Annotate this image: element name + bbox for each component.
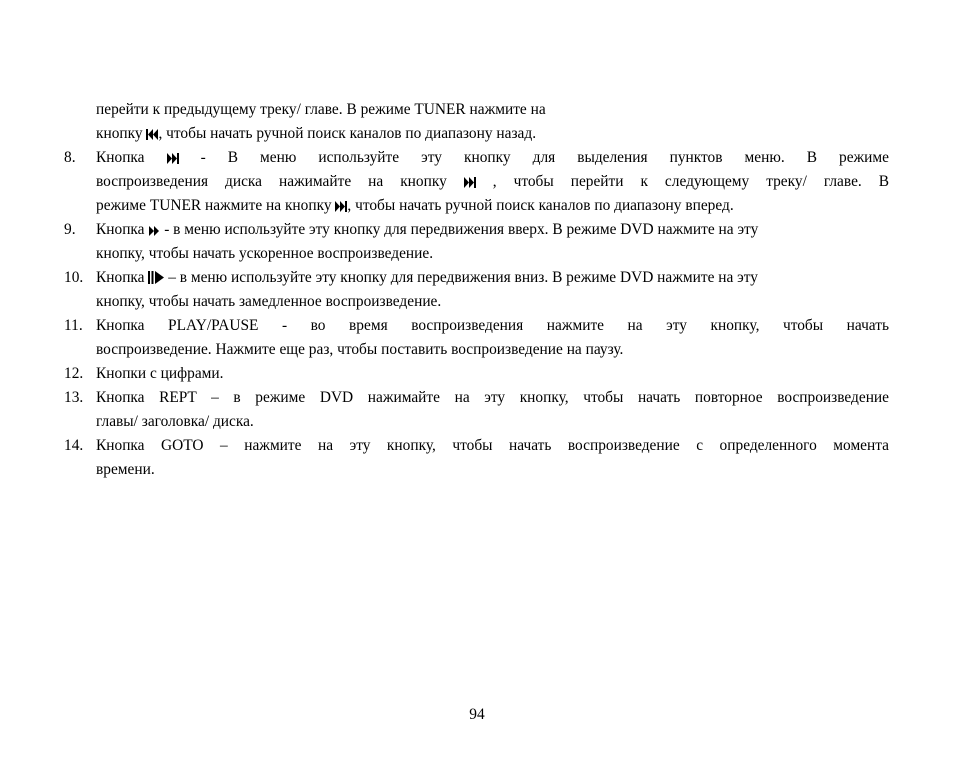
text: Кнопка bbox=[96, 269, 149, 286]
list-item-11-line-2: воспроизведение. Нажмите еще раз, чтобы поставить воспроизведение на паузу. bbox=[96, 341, 624, 358]
text: кнопку, чтобы начать ускоренное воспроизведение. bbox=[96, 245, 434, 262]
text: кнопку, чтобы начать замедленное воспроизведение. bbox=[96, 293, 442, 310]
list-item-8-line-3 bbox=[96, 196, 889, 216]
list-item-12-line-1: Кнопки с цифрами. bbox=[96, 365, 224, 382]
continuation-line-1 bbox=[96, 100, 889, 120]
text: воспроизведения диска нажимайте на кнопку bbox=[96, 173, 464, 190]
list-item-13-line-2: главы/ заголовка/ диска. bbox=[96, 413, 254, 430]
list-item-8-line-2 bbox=[96, 172, 889, 192]
list-number: 13. bbox=[64, 389, 84, 406]
skip-next-icon bbox=[464, 177, 476, 188]
text: режиме TUNER нажмите на кнопку bbox=[96, 197, 336, 214]
skip-next-icon bbox=[167, 153, 179, 164]
continuation-line-2 bbox=[96, 124, 889, 144]
list-number: 14. bbox=[64, 437, 84, 454]
text: Кнопка bbox=[96, 221, 149, 238]
page-number: 94 bbox=[469, 706, 485, 723]
list-item-11-line-1: Кнопка PLAY/PAUSE - во время воспроизведения нажмите на эту кнопку, чтобы начать bbox=[96, 317, 889, 334]
list-item-10-line-2 bbox=[96, 292, 889, 312]
text: , чтобы начать ручной поиск каналов по диапазону назад. bbox=[158, 125, 537, 142]
fast-forward-icon bbox=[148, 226, 160, 236]
text: - в меню используйте эту кнопку для передвижения вверх. В режиме DVD нажмите на эту bbox=[160, 221, 759, 238]
list-item-14-line-2: времени. bbox=[96, 461, 155, 478]
text: перейти к предыдущему треку/ главе. В режиме TUNER нажмите на bbox=[96, 101, 546, 118]
list-number: 11. bbox=[64, 317, 83, 334]
list-item-14-line-1: Кнопка GOTO – нажмите на эту кнопку, чтобы начать воспроизведение с определенного момента bbox=[96, 437, 889, 454]
list-item-9-line-2 bbox=[96, 244, 889, 264]
text: Кнопка bbox=[96, 149, 167, 166]
list-item-8-line-1 bbox=[96, 148, 889, 168]
list-number: 9. bbox=[64, 221, 76, 238]
text: кнопку bbox=[96, 125, 147, 142]
list-number: 10. bbox=[64, 269, 84, 286]
list-item-13-line-1: Кнопка REPT – в режиме DVD нажимайте на эту кнопку, чтобы начать повторное воспроизведение bbox=[96, 389, 889, 406]
list-item-9-line-1 bbox=[96, 220, 889, 240]
text: - В меню используйте эту кнопку для выделения пунктов меню. В режиме bbox=[200, 149, 889, 166]
skip-next-icon bbox=[335, 201, 347, 212]
list-number: 12. bbox=[64, 365, 84, 382]
text: , чтобы перейти к следующему треку/ главе. В bbox=[492, 173, 889, 190]
text: , чтобы начать ручной поиск каналов по диапазону вперед. bbox=[347, 197, 734, 214]
text: – в меню используйте эту кнопку для передвижения вниз. В режиме DVD нажмите на эту bbox=[164, 269, 759, 286]
skip-previous-icon bbox=[146, 129, 158, 140]
slow-forward-icon bbox=[148, 271, 164, 284]
list-item-10-line-1 bbox=[96, 268, 889, 288]
list-number: 8. bbox=[64, 149, 76, 166]
